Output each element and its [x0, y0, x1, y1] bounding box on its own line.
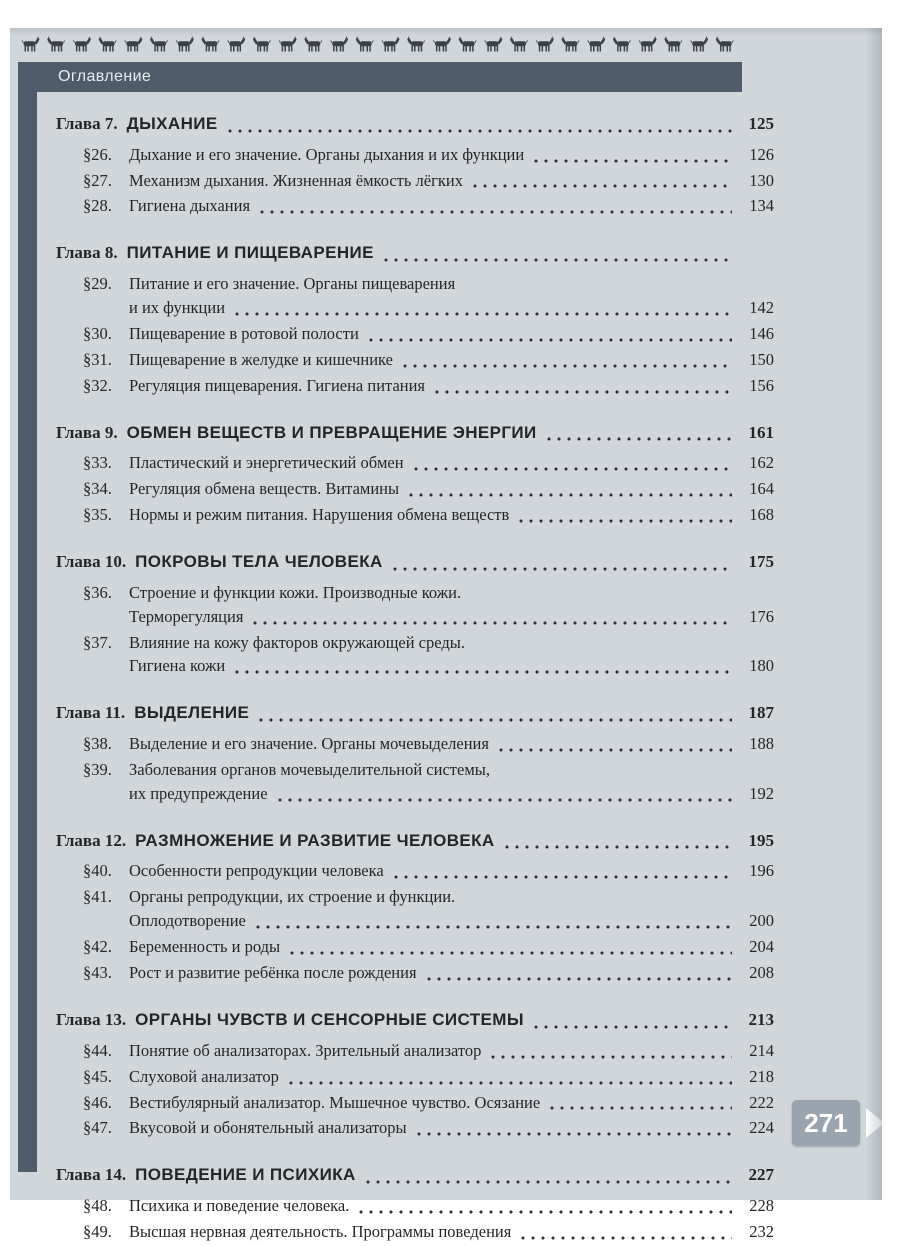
section-number: §38.	[83, 734, 112, 754]
toc-section-row	[56, 169, 774, 193]
animal-frieze-icon	[20, 36, 740, 56]
chapter-title: ОРГАНЫ ЧУВСТВ И СЕНСОРНЫЕ СИСТЕМЫ	[135, 1010, 524, 1030]
chapter-page-number: 213	[748, 1010, 774, 1030]
section-last-line	[129, 732, 774, 756]
section-title-line: Строение и функции кожи. Производные кожи.	[129, 582, 462, 602]
dot-leader	[290, 951, 732, 955]
section-title-line: Механизм дыхания. Жизненная ёмкость лёгких	[129, 170, 463, 190]
section-list	[56, 732, 774, 806]
dot-leader	[259, 718, 732, 722]
dot-leader	[550, 1106, 732, 1110]
section-last-line	[129, 374, 774, 398]
section-title-line: и их функции	[129, 297, 226, 317]
section-last-line	[129, 348, 774, 372]
section-list	[56, 581, 774, 679]
section-body	[129, 503, 774, 527]
toc-section-row	[56, 732, 774, 756]
section-body	[129, 348, 774, 372]
section-title-line: Дыхание и его значение. Органы дыхания и их функции	[129, 144, 525, 164]
section-last-line	[129, 169, 774, 193]
section-last-line	[129, 1065, 774, 1089]
section-title-line: Влияние на кожу факторов окружающей среды.	[129, 632, 465, 652]
section-last-line	[129, 782, 774, 806]
section-page-number: 218	[749, 1066, 774, 1086]
animal-row	[21, 36, 733, 51]
dot-leader	[394, 875, 732, 879]
dot-leader	[403, 364, 732, 368]
section-title-line: Заболевания органов мочевыделительной системы,	[129, 759, 490, 779]
section-body	[129, 374, 774, 398]
chapter-block	[56, 112, 774, 218]
chapter-page-number: 187	[748, 703, 774, 723]
section-title-line: Пищеварение в ротовой полости	[129, 323, 359, 343]
section-number: §42.	[83, 937, 112, 957]
section-number: §45.	[83, 1066, 112, 1086]
section-body	[129, 1220, 774, 1244]
section-list	[56, 451, 774, 527]
toc-section-row	[56, 1116, 774, 1140]
toc	[56, 112, 774, 1246]
section-page-number: 126	[749, 144, 774, 164]
section-body	[129, 885, 774, 933]
section-page-number: 134	[749, 196, 774, 216]
dot-leader	[409, 493, 732, 497]
section-page-number: 222	[749, 1092, 774, 1112]
chapter-label: Глава 7.	[56, 114, 118, 133]
section-number: §28.	[83, 196, 112, 216]
section-last-line	[129, 1220, 774, 1244]
chapter-block	[56, 829, 774, 985]
chapter-label: Глава 12.	[56, 830, 127, 850]
dot-leader	[534, 1025, 732, 1029]
section-title-line: Вкусовой и обонятельный анализаторы	[129, 1118, 407, 1138]
section-body	[129, 194, 774, 218]
section-page-number: 146	[749, 323, 774, 343]
section-title-line: Особенности репродукции человека	[129, 861, 384, 881]
chapter-page-number: 195	[748, 830, 774, 850]
section-page-number: 156	[749, 375, 774, 395]
section-number: §27.	[83, 170, 112, 190]
toc-section-row	[56, 1091, 774, 1115]
section-body	[129, 451, 774, 475]
dot-leader	[473, 184, 732, 188]
dot-leader	[417, 1132, 732, 1136]
toc-section-row	[56, 477, 774, 501]
toc-section-row	[56, 935, 774, 959]
section-title-line: Вестибулярный анализатор. Мышечное чувство. Осязание	[129, 1092, 541, 1112]
section-list	[56, 143, 774, 219]
toc-section-row	[56, 1194, 774, 1218]
dot-leader	[499, 748, 732, 752]
section-title-line: Психика и поведение человека.	[129, 1196, 350, 1216]
dot-leader	[235, 312, 732, 316]
chapter-page-number: 175	[748, 552, 774, 572]
section-page-number: 168	[749, 505, 774, 525]
section-last-line	[129, 296, 774, 320]
dot-leader	[505, 845, 732, 849]
book-page	[10, 28, 882, 1241]
section-body	[129, 1116, 774, 1140]
chapter-title-row	[56, 1163, 774, 1188]
section-page-number: 180	[749, 656, 774, 676]
section-number: §30.	[83, 323, 112, 343]
chapter-block	[56, 701, 774, 805]
section-title-line: Регуляция пищеварения. Гигиена питания	[129, 375, 426, 395]
section-page-number: 130	[749, 170, 774, 190]
section-title-line: Нормы и режим питания. Нарушения обмена веществ	[129, 505, 510, 525]
section-number: §46.	[83, 1092, 112, 1112]
section-page-number: 164	[749, 479, 774, 499]
section-last-line	[129, 654, 774, 678]
section-list	[56, 272, 774, 398]
section-page-number: 208	[749, 963, 774, 983]
toc-section-row	[56, 758, 774, 806]
toc-section-row	[56, 631, 774, 679]
section-number: §40.	[83, 861, 112, 881]
dot-leader	[427, 977, 732, 981]
toc-header-label: Оглавление	[58, 68, 152, 85]
section-title-line: Питание и его значение. Органы пищеварения	[129, 274, 456, 294]
section-page-number: 196	[749, 861, 774, 881]
toc-section-row	[56, 961, 774, 985]
left-accent-stripe	[18, 62, 37, 1172]
chapter-label: Глава 14.	[56, 1165, 127, 1185]
section-number: §34.	[83, 479, 112, 499]
chapter-block	[56, 1008, 774, 1140]
toc-section-row	[56, 581, 774, 629]
section-list	[56, 1039, 774, 1141]
section-page-number: 200	[749, 911, 774, 931]
section-last-line	[129, 859, 774, 883]
toc-section-row	[56, 1065, 774, 1089]
toc-section-row	[56, 1220, 774, 1244]
section-number: §49.	[83, 1221, 112, 1241]
dot-leader	[521, 1236, 732, 1240]
section-title-line: Органы репродукции, их строение и функции.	[129, 887, 456, 907]
dot-leader	[393, 567, 732, 571]
section-number: §39.	[83, 759, 112, 779]
section-body	[129, 272, 774, 320]
section-title-line: Регуляция обмена веществ. Витамины	[129, 479, 400, 499]
dot-leader	[253, 621, 732, 625]
section-last-line	[129, 194, 774, 218]
section-page-number: 142	[749, 297, 774, 317]
section-body	[129, 935, 774, 959]
section-body	[129, 859, 774, 883]
dot-leader	[384, 258, 732, 262]
chapter-label: Глава 13.	[56, 1010, 127, 1030]
section-last-line	[129, 1194, 774, 1218]
chapter-title-row	[56, 112, 774, 137]
section-list	[56, 859, 774, 985]
section-number: §44.	[83, 1040, 112, 1060]
section-last-line	[129, 961, 774, 985]
section-last-line	[129, 477, 774, 501]
page-edge-shade	[866, 28, 882, 1200]
dot-leader	[235, 670, 732, 674]
dot-leader	[359, 1210, 732, 1214]
section-number: §32.	[83, 375, 112, 395]
chapter-title: ПОКРОВЫ ТЕЛА ЧЕЛОВЕКА	[135, 552, 383, 572]
section-title-line: Пластический и энергетический обмен	[129, 453, 404, 473]
section-title-line: Выделение и его значение. Органы мочевыделения	[129, 734, 489, 754]
section-number: §43.	[83, 963, 112, 983]
section-number: §41.	[83, 887, 112, 907]
section-number: §37.	[83, 632, 112, 652]
section-title-line: Терморегуляция	[129, 606, 244, 626]
section-list	[56, 1194, 774, 1244]
page-top-shade	[10, 28, 882, 36]
dot-leader	[534, 159, 732, 163]
dot-leader	[435, 390, 732, 394]
section-title-line: Понятие об анализаторах. Зрительный анализатор	[129, 1040, 482, 1060]
section-body	[129, 477, 774, 501]
chapter-title-row	[56, 421, 774, 446]
section-last-line	[129, 503, 774, 527]
chapter-title: ВЫДЕЛЕНИЕ	[134, 703, 250, 723]
chapter-title-row	[56, 701, 774, 726]
section-body	[129, 1039, 774, 1063]
chapter-page-number: 227	[748, 1165, 774, 1185]
section-body	[129, 961, 774, 985]
dot-leader	[491, 1055, 732, 1059]
chapter-label: Глава 10.	[56, 552, 127, 572]
section-number: §48.	[83, 1196, 112, 1216]
section-last-line	[129, 909, 774, 933]
chapter-page-number: 161	[748, 422, 774, 442]
section-body	[129, 1194, 774, 1218]
toc-section-row	[56, 374, 774, 398]
toc-section-row	[56, 348, 774, 372]
chapter-title: ОБМЕН ВЕЩЕСТВ И ПРЕВРАЩЕНИЕ ЭНЕРГИИ	[126, 422, 537, 442]
section-title-line: их предупреждение	[129, 783, 268, 803]
chapter-block	[56, 241, 774, 397]
section-page-number: 192	[749, 783, 774, 803]
toc-section-row	[56, 1039, 774, 1063]
section-number: §35.	[83, 505, 112, 525]
section-body	[129, 322, 774, 346]
section-title-line: Слуховой анализатор	[129, 1066, 279, 1086]
section-page-number: 204	[749, 937, 774, 957]
section-number: §36.	[83, 582, 112, 602]
toc-section-row	[56, 322, 774, 346]
section-page-number: 232	[749, 1221, 774, 1241]
section-last-line	[129, 1039, 774, 1063]
section-title-line: Оплодотворение	[129, 911, 246, 931]
section-last-line	[129, 143, 774, 167]
chapter-title-row	[56, 829, 774, 854]
section-title-line: Высшая нервная деятельность. Программы поведения	[129, 1221, 512, 1241]
section-last-line	[129, 935, 774, 959]
chapter-title: ПОВЕДЕНИЕ И ПСИХИКА	[135, 1165, 356, 1185]
toc-section-row	[56, 451, 774, 475]
section-page-number: 214	[749, 1040, 774, 1060]
dot-leader	[278, 798, 732, 802]
chapter-title: РАЗМНОЖЕНИЕ И РАЗВИТИЕ ЧЕЛОВЕКА	[135, 830, 495, 850]
chapter-title-row	[56, 550, 774, 575]
section-title-line: Пищеварение в желудке и кишечнике	[129, 349, 393, 369]
section-body	[129, 1065, 774, 1089]
chapter-page-number: 125	[748, 114, 774, 133]
section-page-number: 224	[749, 1118, 774, 1138]
section-body	[129, 169, 774, 193]
page-number: 271	[804, 1107, 848, 1138]
section-body	[129, 631, 774, 679]
section-last-line	[129, 451, 774, 475]
chapter-block	[56, 421, 774, 527]
chapter-title: ДЫХАНИЕ	[126, 114, 218, 133]
toc-section-row	[56, 143, 774, 167]
section-page-number: 162	[749, 453, 774, 473]
section-number: §31.	[83, 349, 112, 369]
dot-leader	[414, 467, 732, 471]
section-title-line: Гигиена дыхания	[129, 196, 251, 216]
section-title-line: Рост и развитие ребёнка после рождения	[129, 963, 417, 983]
dot-leader	[519, 519, 732, 523]
section-page-number: 176	[749, 606, 774, 626]
toc-section-row	[56, 194, 774, 218]
toc-section-row	[56, 272, 774, 320]
section-number: §33.	[83, 453, 112, 473]
section-body	[129, 758, 774, 806]
section-page-number: 150	[749, 349, 774, 369]
dot-leader	[228, 129, 732, 133]
dot-leader	[366, 1180, 732, 1184]
section-last-line	[129, 1091, 774, 1115]
chapter-block	[56, 550, 774, 678]
toc-section-row	[56, 859, 774, 883]
section-number: §29.	[83, 274, 112, 294]
toc-header	[18, 62, 742, 92]
section-number: §26.	[83, 144, 112, 164]
section-body	[129, 1091, 774, 1115]
section-body	[129, 143, 774, 167]
chapter-label: Глава 8.	[56, 243, 118, 263]
section-title-line: Гигиена кожи	[129, 656, 226, 676]
dot-leader	[256, 925, 732, 929]
section-page-number: 228	[749, 1196, 774, 1216]
toc-section-row	[56, 503, 774, 527]
chapter-label: Глава 9.	[56, 422, 118, 442]
section-page-number: 188	[749, 734, 774, 754]
page-number-tab	[792, 1100, 860, 1146]
section-body	[129, 732, 774, 756]
dot-leader	[289, 1081, 732, 1085]
chapter-title: ПИТАНИЕ И ПИЩЕВАРЕНИЕ	[126, 243, 374, 263]
dot-leader	[547, 437, 732, 441]
section-body	[129, 581, 774, 629]
chapter-label: Глава 11.	[56, 703, 126, 723]
chapter-block	[56, 1163, 774, 1243]
section-title-line: Беременность и роды	[129, 937, 281, 957]
section-last-line	[129, 322, 774, 346]
dot-leader	[369, 338, 732, 342]
toc-section-row	[56, 885, 774, 933]
chapter-title-row	[56, 241, 774, 266]
section-last-line	[129, 605, 774, 629]
section-last-line	[129, 1116, 774, 1140]
section-number: §47.	[83, 1118, 112, 1138]
dot-leader	[260, 210, 732, 214]
chapter-title-row	[56, 1008, 774, 1033]
